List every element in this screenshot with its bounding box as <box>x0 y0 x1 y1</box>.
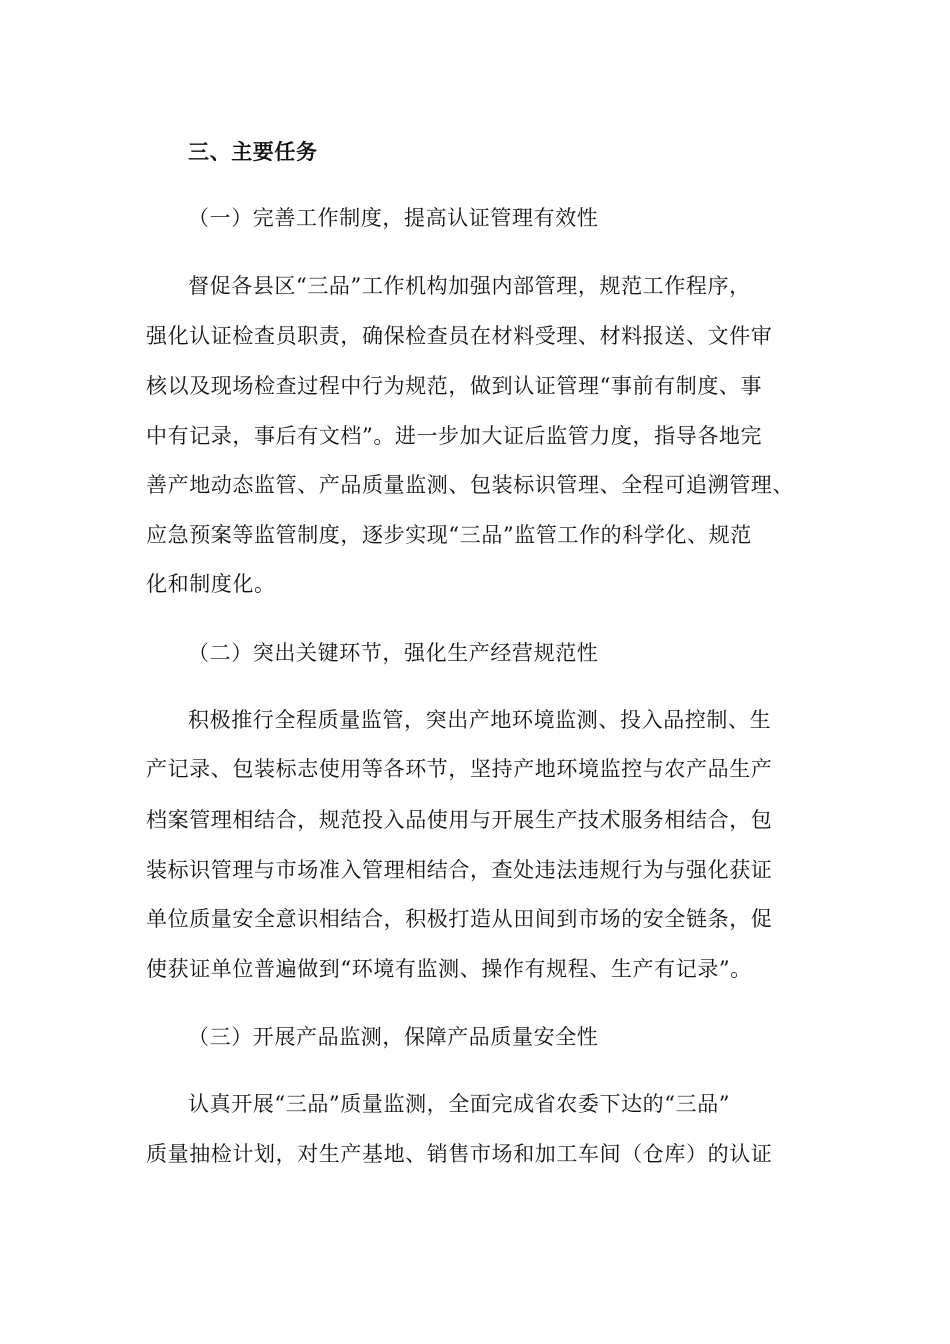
paragraph-line: 积极推行全程质量监管，突出产地环境监测、投入品控制、生 <box>188 708 772 732</box>
paragraph-line: 档案管理相结合，规范投入品使用与开展生产技术服务相结合，包 <box>146 808 773 832</box>
paragraph-line: 单位质量安全意识相结合，积极打造从田间到市场的安全链条，促 <box>146 907 773 931</box>
paragraph-line: 化和制度化。 <box>146 572 276 596</box>
paragraph-line: 认真开展“三品”质量监测，全面完成省农委下达的“三品” <box>188 1092 731 1116</box>
paragraph-line: 装标识管理与市场准入管理相结合，查处违法违规行为与强化获证 <box>146 858 773 882</box>
subsection-heading-2: （二）突出关键环节，强化生产经营规范性 <box>188 641 599 665</box>
paragraph-line: 督促各县区“三品”工作机构加强内部管理，规范工作程序， <box>188 274 751 298</box>
paragraph-line: 强化认证检查员职责，确保检查员在材料受理、材料报送、文件审 <box>146 324 773 348</box>
paragraph-line: 中有记录，事后有文档”。进一步加大证后监管力度，指导各地完 <box>146 424 763 448</box>
paragraph-line: 产记录、包装标志使用等各环节，坚持产地环境监控与农产品生产 <box>146 757 773 781</box>
paragraph-line: 应急预案等监管制度，逐步实现“三品”监管工作的科学化、规范 <box>146 523 752 547</box>
subsection-heading-1: （一）完善工作制度，提高认证管理有效性 <box>188 206 599 230</box>
paragraph-line: 使获证单位普遍做到“环境有监测、操作有规程、生产有记录”。 <box>146 957 752 981</box>
paragraph-line: 核以及现场检查过程中行为规范，做到认证管理“事前有制度、事 <box>146 374 763 398</box>
paragraph-line: 质量抽检计划，对生产基地、销售市场和加工车间（仓库）的认证 <box>146 1142 773 1166</box>
paragraph-line: 善产地动态监管、产品质量监测、包装标识管理、全程可追溯管理、 <box>146 473 794 497</box>
subsection-heading-3: （三）开展产品监测，保障产品质量安全性 <box>188 1025 599 1049</box>
section-heading: 三、主要任务 <box>188 139 318 164</box>
